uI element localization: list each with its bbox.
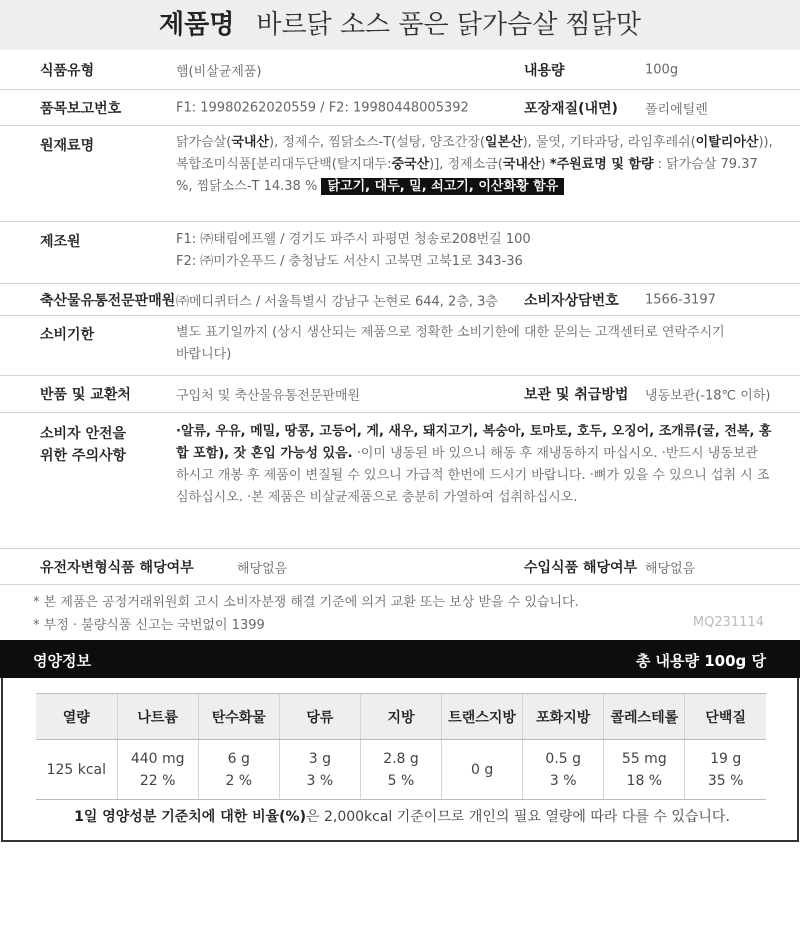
nutrition-footnote — [3, 806, 800, 826]
nutrient-header: 콜레스테롤 — [604, 694, 685, 740]
ingredient-origin: 중국산 — [391, 157, 430, 172]
nutrient-header: 지방 — [360, 694, 441, 740]
ingredients-text — [176, 132, 776, 198]
safety-text — [176, 421, 772, 509]
seller-label: 축산물유통전문판매원 — [40, 292, 176, 309]
nutrient-percent: 2 % — [225, 772, 253, 789]
ingredient-origin: 국내산 — [231, 135, 269, 150]
nutrient-percent: 3 % — [549, 772, 577, 789]
nutrition-box — [1, 678, 799, 842]
allergen-warning: ·알류, 우유, 메밀, 땅콩, 고등어, 게, 새우, 돼지고기, 복숭아, 토마토, 호두, 오징어, 조개류(굴, 전복, 홍합 포함), 잣 혼입 가능성 있음. — [176, 424, 772, 461]
import-value: 해당없음 — [645, 561, 696, 576]
seller-value: ㈜메디퀴터스 / 서울특별시 강남구 논현로 644, 2층, 3층 — [176, 294, 498, 309]
info-row-safety — [0, 413, 800, 549]
nutrient-percent: 5 % — [387, 772, 415, 789]
info-row-gmo — [0, 549, 800, 585]
consult-label: 소비자상담번호 — [524, 292, 619, 309]
note-exchange: * 본 제품은 공정거래위원회 고시 소비자분쟁 해결 기준에 의거 교환 또는 보상 받을 수 있습니다. — [33, 595, 579, 610]
product-name: 바르닭 소스 품은 닭가슴살 찜닭맛 — [256, 10, 642, 40]
nutrient-amount: 19 g — [710, 750, 742, 767]
nutrient-percent: 35 % — [707, 772, 744, 789]
nutrition-header-row — [36, 694, 766, 740]
nutrient-cell — [442, 740, 523, 800]
safety-warning-text: ·이미 냉동된 바 있으니 해동 후 재냉동하지 마십시오. ·반드시 냉동보관 하시고 개봉 후 제품이 변질될 수 있으니 가급적 한번에 드시기 바랍니다. ·뼈가 있을 수 있으니 섭취 시 조심하십시오. ·본 제품은 비살균제품으로 충분히 가열하여 섭취하십시오. — [176, 446, 770, 505]
storage-value: 냉동보관(-18℃ 이하) — [645, 388, 771, 404]
safety-label-line: 소비자 안전을 — [40, 426, 127, 442]
nutrition-footnote-text: 은 2,000kcal 기준이므로 개인의 필요 열량에 따라 다를 수 있습니다. — [305, 809, 730, 825]
nutrition-table — [36, 693, 766, 800]
nutrient-cell — [523, 740, 604, 800]
import-label: 수입식품 해당여부 — [524, 559, 638, 576]
nutrient-amount: 0.5 g — [545, 750, 582, 767]
nutrient-cell — [279, 740, 360, 800]
nutrient-percent: 22 % — [139, 772, 176, 789]
storage-label: 보관 및 취급방법 — [524, 387, 629, 403]
nutrient-header: 탄수화물 — [198, 694, 279, 740]
volume-value: 100g — [645, 62, 679, 77]
ingredient-text: ), 정제수, 찜닭소스-T(설탕, 양조간장( — [269, 135, 485, 150]
nutrient-cell — [198, 740, 279, 800]
packaging-value: 폴리에틸렌 — [645, 102, 708, 117]
nutrient-cell — [604, 740, 685, 800]
nutrition-title: 영양정보 — [33, 652, 91, 670]
ingredient-origin: 일본산 — [484, 135, 523, 150]
maker-label: 제조원 — [40, 234, 81, 250]
nutrient-cell — [36, 740, 117, 800]
return-value: 구입처 및 축산물유통전문판매원 — [176, 388, 361, 404]
nutrient-header: 열량 — [36, 694, 117, 740]
nutrient-percent: 3 % — [306, 772, 334, 789]
ingredient-text: ), 물엿, 기타과당, 라임후레쉬( — [522, 135, 696, 150]
nutrient-amount: 6 g — [227, 750, 250, 767]
report-no-value: F1: 19980262020559 / F2: 19980448005392 — [176, 100, 469, 115]
packaging-label: 포장재질(내면) — [524, 100, 618, 117]
food-type-label: 식품유형 — [40, 62, 95, 79]
report-no-label: 품목보고번호 — [40, 100, 122, 117]
nutrient-cell — [117, 740, 198, 800]
nutrient-amount: 125 kcal — [46, 761, 107, 778]
ingredient-origin: 국내산 — [502, 157, 541, 172]
info-row-report-no — [0, 90, 800, 126]
gmo-value: 해당없음 — [237, 561, 288, 576]
ingredient-text: ) — [540, 157, 550, 172]
nutrient-header: 트랜스지방 — [442, 694, 523, 740]
info-row-ingredients — [0, 126, 800, 222]
maker-text — [176, 229, 776, 273]
allergen-badge: 닭고기, 대두, 밀, 쇠고기, 이산화황 함유 — [321, 178, 564, 195]
nutrient-header: 나트륨 — [117, 694, 198, 740]
nutrition-basis: 총 내용량 100g 당 — [635, 652, 766, 670]
ingredient-origin: 이탈리아산 — [695, 135, 759, 150]
safety-label-line: 위한 주의사항 — [40, 448, 127, 464]
nutrient-amount: 55 mg — [621, 750, 667, 767]
nutrition-value-row — [36, 740, 766, 800]
gmo-label: 유전자변형식품 해당여부 — [40, 559, 194, 576]
return-label: 반품 및 교환처 — [40, 387, 131, 403]
note-report: * 부정 · 불량식품 신고는 국번없이 1399 — [33, 618, 265, 633]
nutrition-footnote-bold: 1일 영양성분 기준치에 대한 비율(%) — [74, 809, 306, 825]
nutrient-header: 단백질 — [685, 694, 766, 740]
nutrient-amount: 0 g — [470, 761, 494, 778]
nutrient-amount: 2.8 g — [383, 750, 419, 767]
info-row-food-type — [0, 50, 800, 90]
product-title-bar — [0, 0, 800, 50]
ingredients-label: 원재료명 — [40, 138, 95, 154]
nutrient-header: 당류 — [279, 694, 360, 740]
ingredient-text: )), 복합조미식품[분리대두단백(탈지대두: — [176, 135, 773, 172]
ingredient-text: : 닭가슴살 79.37 %, 찜닭소스-T 14.38 % — [176, 157, 758, 194]
maker-line-2: F2: ㈜미가온푸드 / 충청남도 서산시 고북면 고북1로 343-36 — [176, 254, 523, 269]
product-title-label: 제품명 — [158, 10, 235, 40]
info-row-expiry — [0, 316, 800, 376]
nutrient-cell — [360, 740, 441, 800]
nutrition-header — [0, 640, 800, 678]
food-type-value: 햄(비살균제품) — [176, 64, 262, 79]
ingredient-text: )], 정제소금( — [429, 157, 503, 172]
nutrient-header: 포화지방 — [523, 694, 604, 740]
maker-line-1: F1: ㈜태림에프웰 / 경기도 파주시 파평면 청송로208번길 100 — [176, 232, 531, 247]
volume-label: 내용량 — [524, 62, 565, 79]
main-ingredient-heading: *주원료명 및 함량 — [549, 157, 654, 172]
info-row-seller — [0, 284, 800, 316]
product-code: MQ231114 — [692, 615, 764, 630]
consult-value: 1566-3197 — [645, 292, 716, 307]
safety-label — [40, 423, 126, 467]
expiry-value: 별도 표기일까지 (상시 생산되는 제품으로 정확한 소비기한에 대한 문의는 고객센터로 연락주시기 바랍니다) — [176, 325, 725, 362]
nutrient-cell — [685, 740, 766, 800]
nutrient-percent: 18 % — [626, 772, 663, 789]
info-row-maker — [0, 222, 800, 284]
info-row-return — [0, 376, 800, 413]
expiry-label: 소비기한 — [40, 327, 95, 343]
ingredient-text: 닭가슴살( — [176, 135, 232, 150]
nutrient-amount: 440 mg — [130, 750, 185, 767]
nutrient-amount: 3 g — [308, 750, 331, 767]
